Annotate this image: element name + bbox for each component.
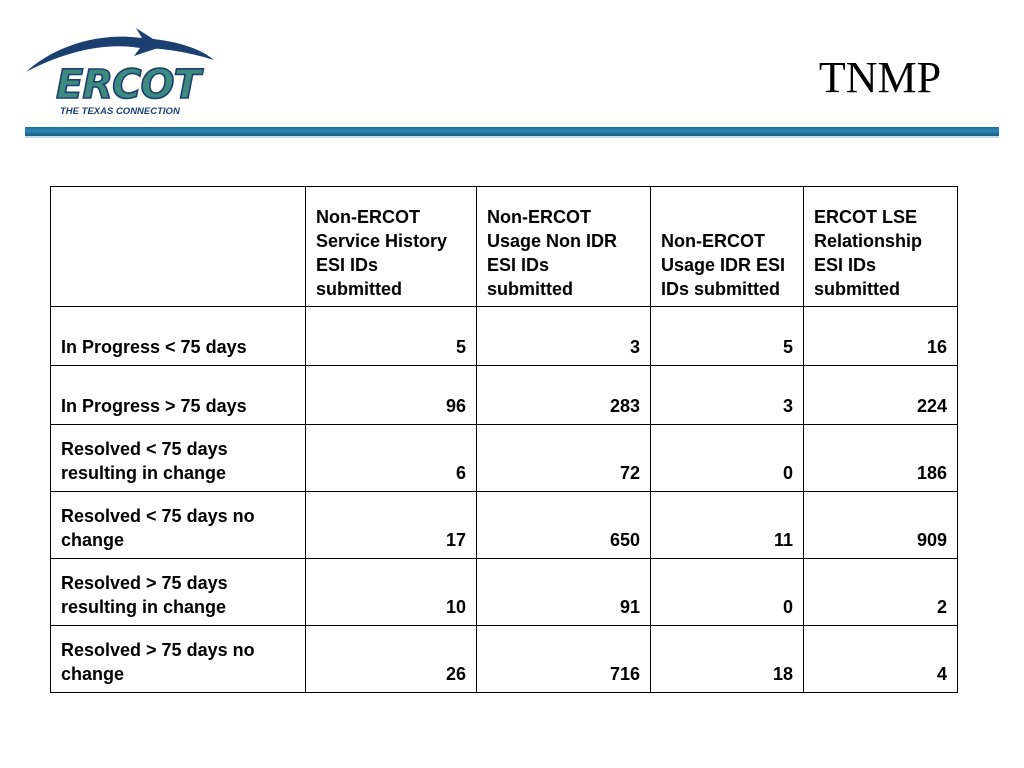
table-cell: 283: [477, 366, 651, 425]
table-cell: 4: [804, 626, 958, 693]
table-cell: 6: [306, 425, 477, 492]
table-cell: 11: [651, 492, 804, 559]
header-cell: Non-ERCOT Usage IDR ESI IDs submitted: [651, 187, 804, 307]
table-cell: 650: [477, 492, 651, 559]
header-cell: ERCOT LSE Relationship ESI IDs submitted: [804, 187, 958, 307]
table-cell: 96: [306, 366, 477, 425]
header-cell-blank: [51, 187, 306, 307]
table-cell: 26: [306, 626, 477, 693]
table-row: [51, 559, 958, 626]
table-cell: 224: [804, 366, 958, 425]
table-row: [51, 307, 958, 366]
table-row: [51, 492, 958, 559]
row-label: Resolved < 75 days no change: [51, 492, 306, 559]
header-cell: Non-ERCOT Usage Non IDR ESI IDs submitted: [477, 187, 651, 307]
esi-status-table: [50, 186, 958, 693]
table-cell: 91: [477, 559, 651, 626]
table-cell: 10: [306, 559, 477, 626]
row-label: In Progress > 75 days: [51, 366, 306, 425]
row-label: In Progress < 75 days: [51, 307, 306, 366]
table-cell: 18: [651, 626, 804, 693]
header-cell: Non-ERCOT Service History ESI IDs submitted: [306, 187, 477, 307]
row-label: Resolved > 75 days no change: [51, 626, 306, 693]
table-cell: 909: [804, 492, 958, 559]
table-row: [51, 425, 958, 492]
table-cell: 0: [651, 425, 804, 492]
ercot-logo: [24, 26, 220, 120]
table-cell: 5: [306, 307, 477, 366]
table-cell: 0: [651, 559, 804, 626]
header-divider-shadow: [25, 136, 999, 138]
table-cell: 716: [477, 626, 651, 693]
table-row: [51, 626, 958, 693]
row-label: Resolved > 75 days resulting in change: [51, 559, 306, 626]
table-cell: 186: [804, 425, 958, 492]
table-cell: 2: [804, 559, 958, 626]
table-cell: 5: [651, 307, 804, 366]
slide-title: TNMP: [818, 53, 942, 102]
table-header-row: [51, 187, 958, 307]
row-label: Resolved < 75 days resulting in change: [51, 425, 306, 492]
table-row: [51, 366, 958, 425]
table-cell: 3: [651, 366, 804, 425]
logo-wordmark: ERCOT: [56, 62, 200, 108]
header-divider: [25, 127, 999, 136]
table-cell: 72: [477, 425, 651, 492]
table-cell: 3: [477, 307, 651, 366]
table-cell: 17: [306, 492, 477, 559]
logo-tagline: THE TEXAS CONNECTION: [60, 106, 180, 117]
table-cell: 16: [804, 307, 958, 366]
